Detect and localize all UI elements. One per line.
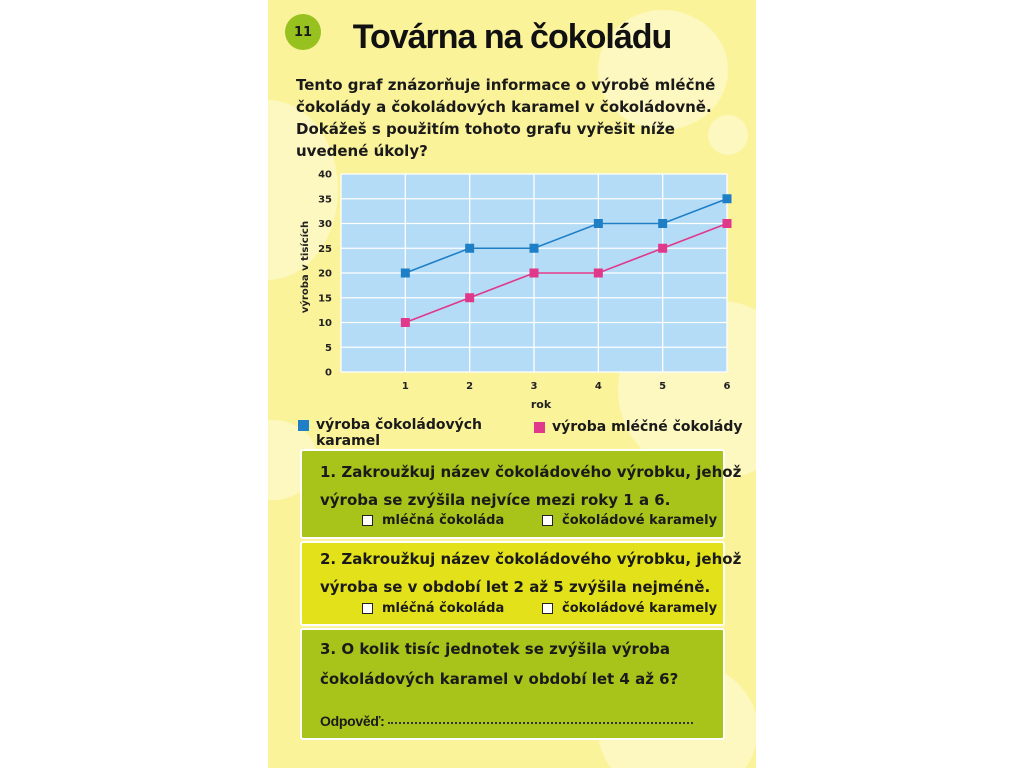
task-question-line: čokoládových karamel v období let 4 až 6? (320, 670, 679, 688)
legend-milk (534, 419, 743, 435)
page-title: Továrna na čokoládu (352, 18, 672, 56)
intro-line: čokolády a čokoládových karamel v čokoládovně. (296, 98, 712, 116)
option-milk-chocolate[interactable] (362, 513, 504, 528)
task-question-line: 1. Zakroužkuj název čokoládového výrobku, jehož (320, 463, 742, 481)
data-point-series-1 (594, 219, 603, 228)
y-tick-label: 30 (318, 219, 332, 230)
intro-line: uvedené úkoly? (296, 142, 428, 160)
legend-label-line: karamel (316, 433, 380, 449)
option-chocolate-caramels[interactable] (542, 601, 717, 616)
option-milk-chocolate[interactable] (362, 601, 504, 616)
data-point-series-2 (401, 318, 410, 327)
task-question-line: výroba se zvýšila nejvíce mezi roky 1 a 6. (320, 491, 671, 509)
x-tick-label: 2 (466, 381, 474, 392)
data-point-series-2 (465, 293, 474, 302)
legend-label-line: výroba čokoládových (316, 417, 482, 433)
x-tick-label: 3 (530, 381, 538, 392)
data-point-series-1 (530, 244, 539, 253)
data-point-series-2 (658, 244, 667, 253)
y-axis-label: výroba v tisících (300, 220, 311, 314)
legend-label: výroba mléčné čokolády (552, 419, 743, 435)
option-label: mléčná čokoláda (382, 601, 505, 616)
option-label: mléčná čokoláda (382, 513, 505, 528)
legend-label (316, 417, 482, 449)
line-chart (268, 165, 756, 410)
intro-line: Tento graf znázorňuje informace o výrobě mléčné (296, 76, 716, 94)
data-point-series-1 (465, 244, 474, 253)
option-label: čokoládové karamely (562, 513, 718, 528)
checkbox[interactable] (542, 515, 553, 526)
y-tick-label: 0 (325, 367, 332, 379)
task-3 (300, 628, 725, 740)
task-question (320, 634, 678, 694)
task-question-line: 2. Zakroužkuj název čokoládového výrobku, jehož (320, 550, 742, 568)
x-tick-label: 1 (401, 381, 409, 392)
page-number-badge: 11 (285, 14, 321, 50)
intro-text (296, 74, 736, 162)
x-axis-label: rok (530, 398, 552, 410)
y-tick-label: 10 (318, 318, 332, 329)
option-chocolate-caramels[interactable] (542, 513, 717, 528)
data-point-series-2 (530, 269, 539, 278)
data-point-series-1 (401, 269, 410, 278)
data-point-series-2 (594, 269, 603, 278)
x-tick-label: 5 (659, 381, 667, 392)
option-label: čokoládové karamely (562, 601, 718, 616)
x-tick-label: 6 (723, 381, 731, 392)
data-point-series-1 (658, 219, 667, 228)
data-point-series-2 (723, 219, 732, 228)
y-tick-label: 35 (318, 194, 332, 206)
data-point-series-1 (723, 194, 732, 203)
checkbox[interactable] (542, 603, 553, 614)
worksheet-page (268, 0, 756, 768)
legend-swatch-milk (534, 422, 545, 433)
task-2 (300, 541, 742, 626)
x-tick-label: 4 (594, 381, 602, 392)
task-question (320, 458, 741, 514)
checkbox[interactable] (362, 603, 373, 614)
task-question-line: 3. O kolik tisíc jednotek se zvýšila výroba (320, 640, 671, 658)
y-tick-label: 25 (318, 243, 332, 255)
task-question (320, 545, 741, 601)
intro-line: Dokážeš s použitím tohoto grafu vyřešit níže (296, 120, 675, 138)
answer-label: Odpověď: (320, 713, 385, 729)
task-question-line: výroba se v období let 2 až 5 zvýšila nejméně. (320, 578, 711, 596)
y-tick-label: 20 (318, 268, 332, 280)
y-tick-label: 40 (318, 169, 332, 181)
legend-swatch-caramel (298, 420, 309, 431)
legend-caramel (298, 417, 482, 449)
checkbox[interactable] (362, 515, 373, 526)
y-tick-label: 15 (318, 293, 332, 305)
answer-input-line[interactable] (388, 722, 693, 724)
y-tick-label: 5 (325, 342, 332, 354)
task-1 (300, 449, 742, 539)
